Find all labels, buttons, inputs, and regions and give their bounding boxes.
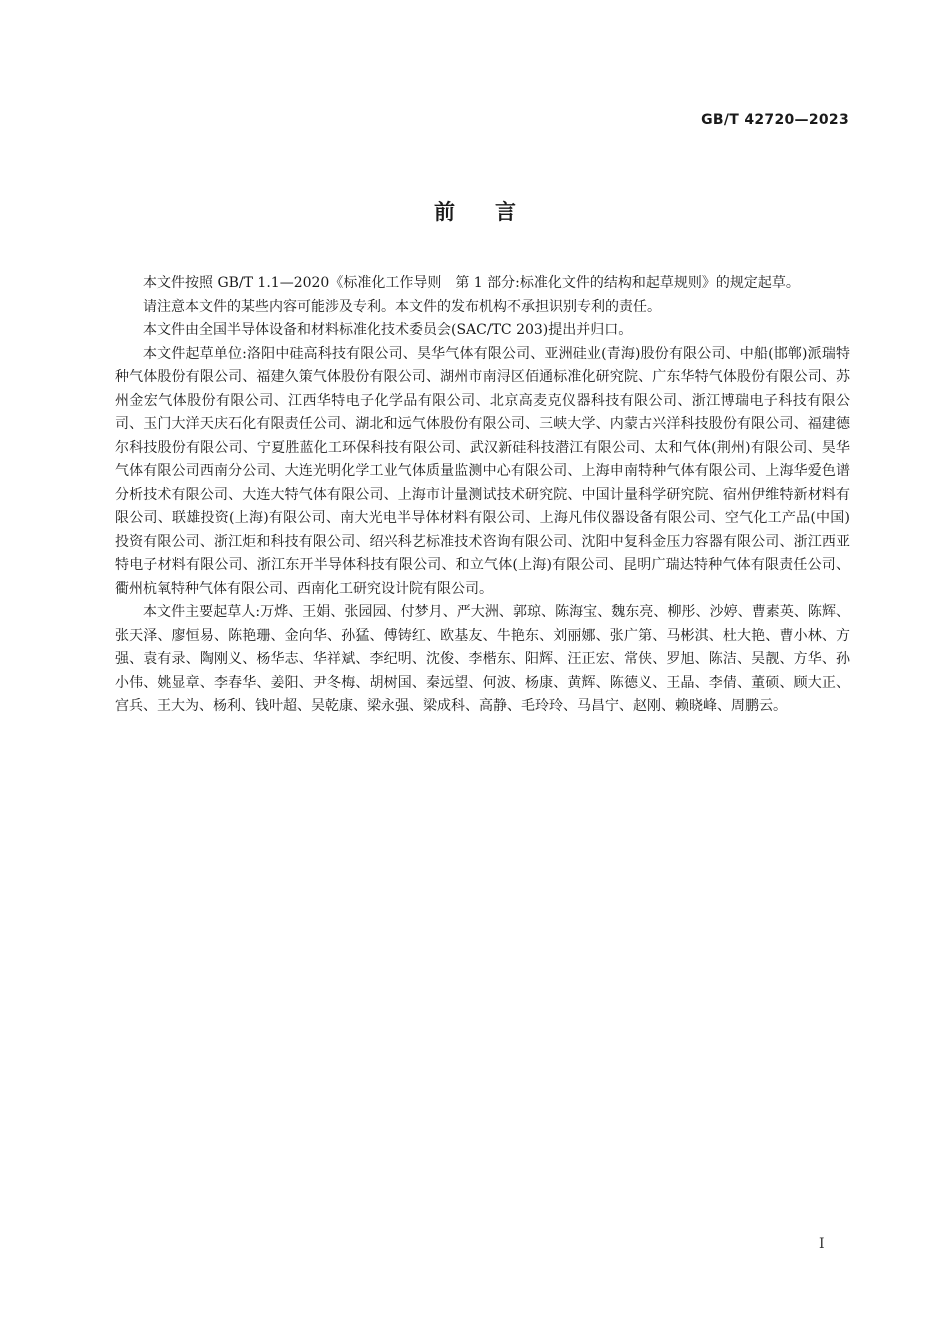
page-title: 前言 [434, 200, 556, 224]
page-number: I [819, 1236, 825, 1252]
paragraph-drafters: 本文件主要起草人:万烨、王娟、张园园、付梦月、严大洲、郭琼、陈海宝、魏东亮、柳彤、沙婷、曹素英、陈辉、张天泽、廖恒易、陈艳珊、金向华、孙猛、傅铸红、欧基友、牛艳东、刘丽娜、张广第、马彬淇、杜大艳、曹小林、方强、袁有录、陶刚义、杨华志、华祥斌、李纪明、沈俊、李楷东、阳辉、汪正宏、常侠、罗旭、陈洁、吴靓、方华、孙小伟、姚显章、李春华、姜阳、尹冬梅、胡树国、秦远望、何波、杨康、黄辉、陈德义、王晶、李倩、董硕、顾大正、宫兵、王大为、杨利、钱叶超、吴乾康、梁永强、梁成科、高静、毛玲玲、马昌宁、赵刚、赖晓峰、周鹏云。 [115, 604, 850, 714]
document-code: GB/T 42720—2023 [701, 112, 849, 128]
paragraph-proposer: 本文件由全国半导体设备和材料标准化技术委员会(SAC/TC 203)提出并归口。 [143, 322, 633, 338]
preface-body [115, 272, 850, 719]
paragraph-patent-notice: 请注意本文件的某些内容可能涉及专利。本文件的发布机构不承担识别专利的责任。 [143, 298, 661, 315]
paragraph-drafting-rules: 本文件按照 GB/T 1.1—2020《标准化工作导则 第 1 部分:标准化文件的结构和起草规则》的规定起草。 [143, 275, 800, 291]
paragraph-drafting-units: 本文件起草单位:洛阳中硅高科技有限公司、昊华气体有限公司、亚洲硅业(青海)股份有限公司、中船(邯郸)派瑞特种气体股份有限公司、福建久策气体股份有限公司、湖州市南浔区佰通标准化研究院、广东华特气体股份有限公司、苏州金宏气体股份有限公司、江西华特电子化学品有限公司、北京高麦克仪器科技有限公司、浙江博瑞电子科技有限公司、玉门大洋天庆石化有限责任公司、湖北和远气体股份有限公司、三峡大学、内蒙古兴洋科技股份有限公司、福建德尔科技股份有限公司、宁夏胜蓝化工环保科技有限公司、武汉新硅科技潜江有限公司、太和气体(荆州)有限公司、昊华气体有限公司西南分公司、大连光明化学工业气体质量监测中心有限公司、上海申南特种气体有限公司、上海华爱色谱分析技术有限公司、大连大特气体有限公司、上海市计量测试技术研究院、中国计量科学研究院、宿州伊维特新材料有限公司、联雄投资(上海)有限公司、南大光电半导体材料有限公司、上海凡伟仪器设备有限公司、空气化工产品(中国)投资有限公司、浙江炬和科技有限公司、绍兴科艺标准技术咨询有限公司、沈阳中复科金压力容器有限公司、浙江西亚特电子材料有限公司、浙江东开半导体科技有限公司、和立气体(上海)有限公司、昆明广瑞达特种气体有限责任公司、衢州杭氧特种气体有限公司、西南化工研究设计院有限公司。 [115, 345, 850, 597]
